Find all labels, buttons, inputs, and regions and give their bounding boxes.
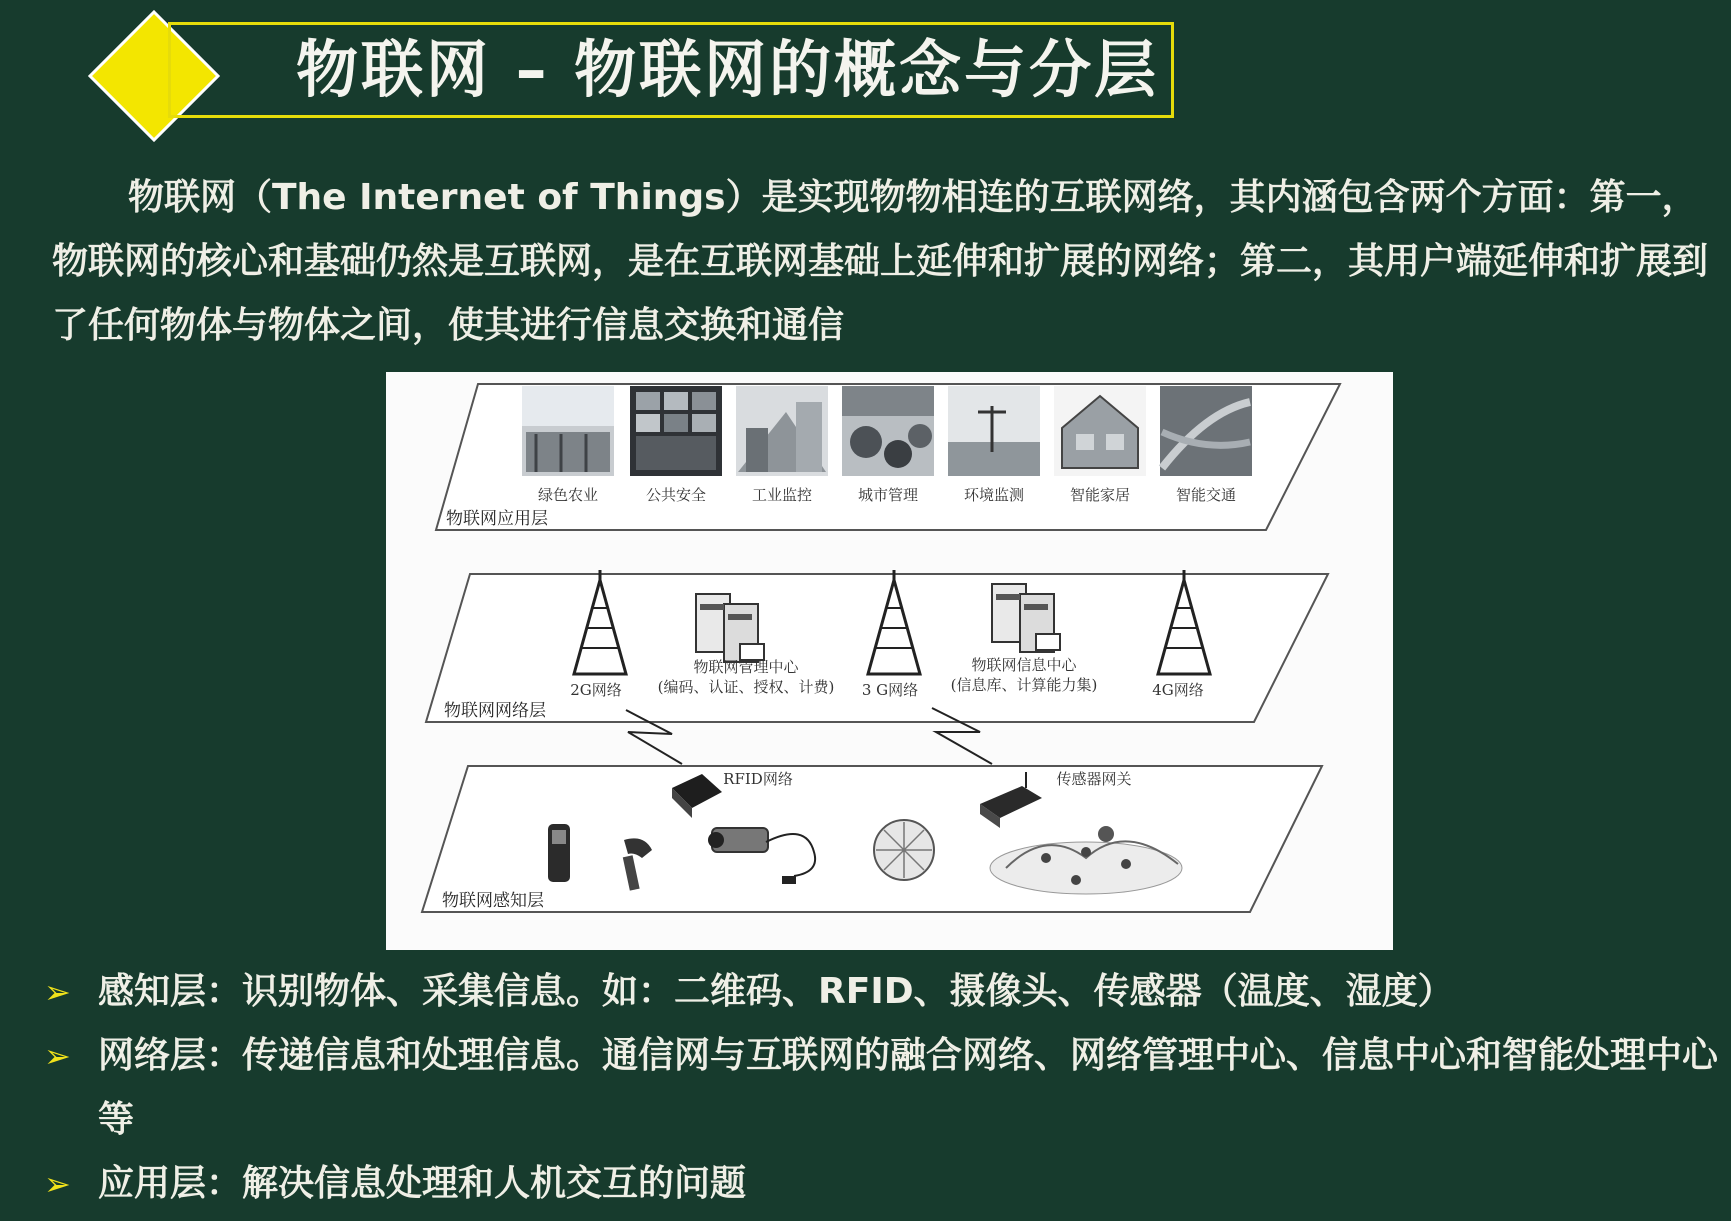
network-layer: [426, 570, 1328, 722]
app-image-smart-transport: [1160, 386, 1252, 476]
info-center-label: 物联网信息中心: [971, 656, 1077, 674]
app-image-green-agriculture: [522, 386, 614, 476]
net-4g-label: 4G网络: [1152, 681, 1204, 699]
app-image-environment-monitoring: [948, 386, 1040, 476]
perception-layer-label: 物联网感知层: [442, 891, 544, 911]
perception-layer: [422, 766, 1322, 912]
sensor-node-icon: [874, 820, 934, 880]
app-image-city-management: [842, 386, 934, 476]
app-label-2: 工业监控: [751, 486, 813, 504]
rfid-network-label: RFID网络: [723, 770, 793, 788]
bullet-network: [42, 1024, 1722, 1152]
net-3g-label: 3 G网络: [861, 681, 919, 699]
mgmt-center-server-icon: [696, 594, 764, 662]
application-layer: [436, 384, 1340, 530]
app-image-public-security: [630, 386, 722, 476]
network-layer-label: 物联网网络层: [444, 701, 546, 721]
bullet-arrow-icon: ➢: [44, 973, 71, 1011]
info-center-server-icon: [992, 584, 1060, 652]
app-label-3: 城市管理: [857, 486, 919, 504]
app-label-4: 环境监测: [963, 486, 1025, 504]
mgmt-center-sub-label: (编码、认证、授权、计费): [657, 678, 835, 696]
bullet-arrow-icon: ➢: [44, 1165, 71, 1203]
app-label-5: 智能家居: [1069, 486, 1131, 504]
bullet-text: 感知层：识别物体、采集信息。如：二维码、RFID、摄像头、传感器（温度、湿度）: [98, 971, 1454, 1012]
app-label-1: 公共安全: [645, 486, 707, 504]
info-center-sub-label: (信息库、计算能力集): [950, 676, 1098, 694]
app-label-6: 智能交通: [1175, 486, 1237, 504]
handheld-reader-icon: [548, 824, 570, 882]
app-layer-label: 物联网应用层: [446, 509, 548, 529]
bullet-text: 应用层：解决信息处理和人机交互的问题: [98, 1163, 747, 1204]
bullet-application: [42, 1152, 1722, 1216]
bullet-text: 网络层：传递信息和处理信息。通信网与互联网的融合网络、网络管理中心、信息中心和智能处理中心等: [98, 1035, 1719, 1140]
net-2g-label: 2G网络: [570, 681, 622, 699]
mgmt-center-label: 物联网管理中心: [693, 658, 799, 676]
app-image-industrial-monitoring: [736, 386, 828, 476]
bullet-perception: [42, 960, 1722, 1024]
bullet-arrow-icon: ➢: [44, 1037, 71, 1075]
iot-layer-diagram: [386, 372, 1393, 950]
app-image-smart-home: [1054, 386, 1146, 476]
app-label-0: 绿色农业: [537, 486, 599, 504]
intro-paragraph: 物联网（The Internet of Things）是实现物物相连的互联网络，其内涵包含两个方面：第一，物联网的核心和基础仍然是互联网，是在互联网基础上延伸和扩展的网络；第二，其用户端延伸和扩展到了任何物体与物体之间，使其进行信息交换和通信: [52, 177, 1709, 346]
page-title: 物联网 – 物联网的概念与分层: [296, 33, 1160, 106]
sensor-gateway-label: 传感器网关: [1056, 770, 1132, 788]
layer-bullet-list: [42, 960, 1722, 1216]
